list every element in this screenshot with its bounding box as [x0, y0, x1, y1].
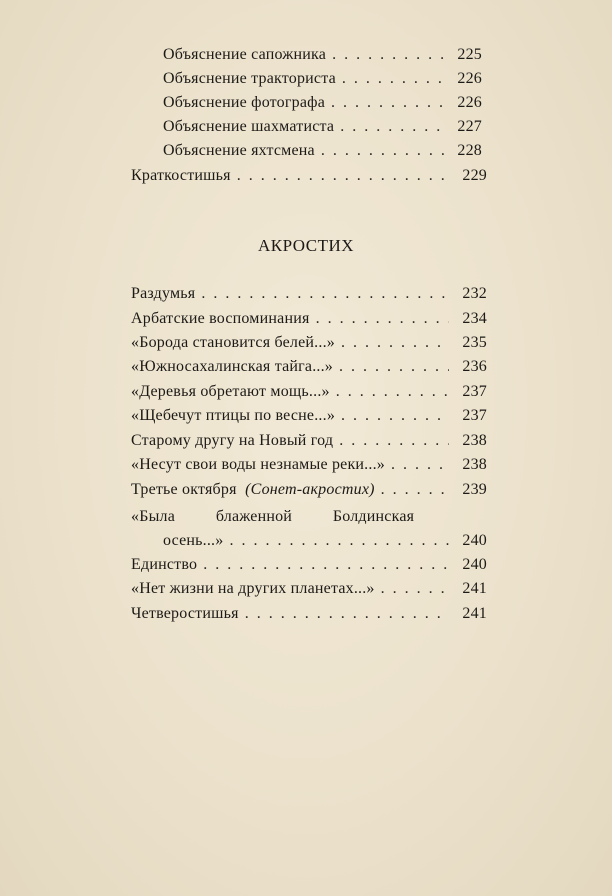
- toc-entry[interactable]: [131, 580, 487, 604]
- toc-leader-dots: [339, 432, 449, 450]
- toc-entry[interactable]: [163, 94, 482, 118]
- toc-entry[interactable]: [163, 46, 482, 70]
- toc-entry[interactable]: [131, 407, 487, 431]
- toc-entry-page: 228: [457, 142, 482, 159]
- toc-entry-page: 237: [462, 407, 487, 424]
- toc-leader-dots: [381, 481, 449, 499]
- toc-entry[interactable]: [163, 142, 482, 166]
- toc-leader-dots: [316, 310, 449, 328]
- toc-entry-title: «Деревья обретают мощь...»: [131, 383, 330, 400]
- toc-entry-title: «Несут свои воды незнамые реки...»: [131, 456, 385, 473]
- toc-entry-page: 236: [462, 358, 487, 375]
- toc-entry-title: Объяснение яхтсмена: [163, 142, 315, 159]
- toc-entry-title: Объяснение тракториста: [163, 70, 336, 87]
- toc-entry-page: 238: [462, 432, 487, 449]
- toc-word: блаженной: [215, 508, 293, 525]
- toc-entry-page: 235: [462, 334, 487, 351]
- toc-entry-page: 226: [457, 94, 482, 111]
- toc-entry-title: Объяснение шахматиста: [163, 118, 335, 135]
- toc-entry-wrapped-line[interactable]: [131, 508, 487, 532]
- toc-leader-dots: [201, 285, 449, 303]
- toc-entry-page: 240: [462, 532, 487, 549]
- toc-entry-title: «Нет жизни на других планетах...»: [131, 580, 375, 597]
- section-heading: АКРОСТИХ: [257, 236, 355, 255]
- toc-entry-title: Единство: [131, 556, 198, 573]
- toc-entry-title: Арбатские воспоминания: [131, 310, 310, 327]
- toc-entry[interactable]: [131, 285, 487, 309]
- toc-entry-page: 237: [462, 383, 487, 400]
- toc-entry-title: Четверостишья: [131, 605, 239, 622]
- toc-entry[interactable]: [131, 432, 487, 456]
- toc-leader-dots: [229, 532, 449, 550]
- toc-entry-title: Раздумья: [131, 285, 196, 302]
- toc-entry[interactable]: [163, 70, 482, 94]
- toc-entry[interactable]: [131, 456, 487, 480]
- toc-leader-dots: [321, 142, 444, 160]
- toc-entry-page: 241: [462, 580, 487, 597]
- toc-entry[interactable]: [131, 310, 487, 334]
- toc-leader-dots: [332, 46, 444, 64]
- toc-entry-title-main: Третье октября: [131, 481, 237, 498]
- toc-leader-dots: [391, 456, 449, 474]
- toc-word: Болдинская: [332, 508, 415, 525]
- toc-entry-title: Объяснение фотографа: [163, 94, 325, 111]
- toc-leader-dots: [339, 358, 449, 376]
- toc-entry-subtitle: (Сонет-акростих): [245, 481, 375, 498]
- toc-leader-dots: [237, 167, 449, 185]
- toc-entry[interactable]: [131, 556, 487, 580]
- toc-entry[interactable]: [131, 334, 487, 358]
- toc-entry[interactable]: [163, 532, 487, 556]
- toc-leader-dots: [336, 383, 449, 401]
- toc-leader-dots: [203, 556, 449, 574]
- toc-entry-title: «Щебечут птицы по весне...»: [131, 407, 336, 424]
- toc-entry-title: [131, 481, 375, 499]
- spacer: [455, 508, 487, 532]
- toc-entry-page: 225: [457, 46, 482, 63]
- toc-entry-page: 229: [462, 167, 487, 184]
- toc-leader-dots: [341, 334, 449, 352]
- toc-leader-dots: [342, 70, 444, 88]
- toc-entry-page: 240: [462, 556, 487, 573]
- toc-leader-dots: [340, 118, 444, 136]
- toc-entry-page: 239: [462, 481, 487, 498]
- toc-entry-page: 234: [462, 310, 487, 327]
- toc-entry-title: Объяснение сапожника: [163, 46, 327, 63]
- toc-leader-dots: [245, 605, 449, 623]
- toc-entry-title: Краткостишья: [131, 167, 231, 184]
- toc-entry[interactable]: [163, 118, 482, 142]
- toc-entry-page: 241: [462, 605, 487, 622]
- toc-leader-dots: [381, 580, 449, 598]
- toc-entry[interactable]: [131, 383, 487, 407]
- toc-entry[interactable]: [131, 605, 487, 629]
- toc-entry-title: Старому другу на Новый год: [131, 432, 334, 449]
- toc-entry[interactable]: [131, 167, 487, 191]
- toc-entry[interactable]: [131, 358, 487, 382]
- toc-entry-page: 227: [457, 118, 482, 135]
- toc-entry-title: «Борода становится белей...»: [131, 334, 335, 351]
- toc-entry-page: 226: [457, 70, 482, 87]
- toc-entry-title: «Южносахалинская тайга...»: [131, 358, 334, 375]
- toc-entry-title: осень...»: [163, 532, 224, 549]
- toc-entry-page: 232: [462, 285, 487, 302]
- toc-entry[interactable]: [131, 481, 487, 505]
- toc-leader-dots: [341, 407, 449, 425]
- toc-word: «Была: [131, 508, 176, 525]
- toc-leader-dots: [331, 94, 444, 112]
- toc-entry-page: 238: [462, 456, 487, 473]
